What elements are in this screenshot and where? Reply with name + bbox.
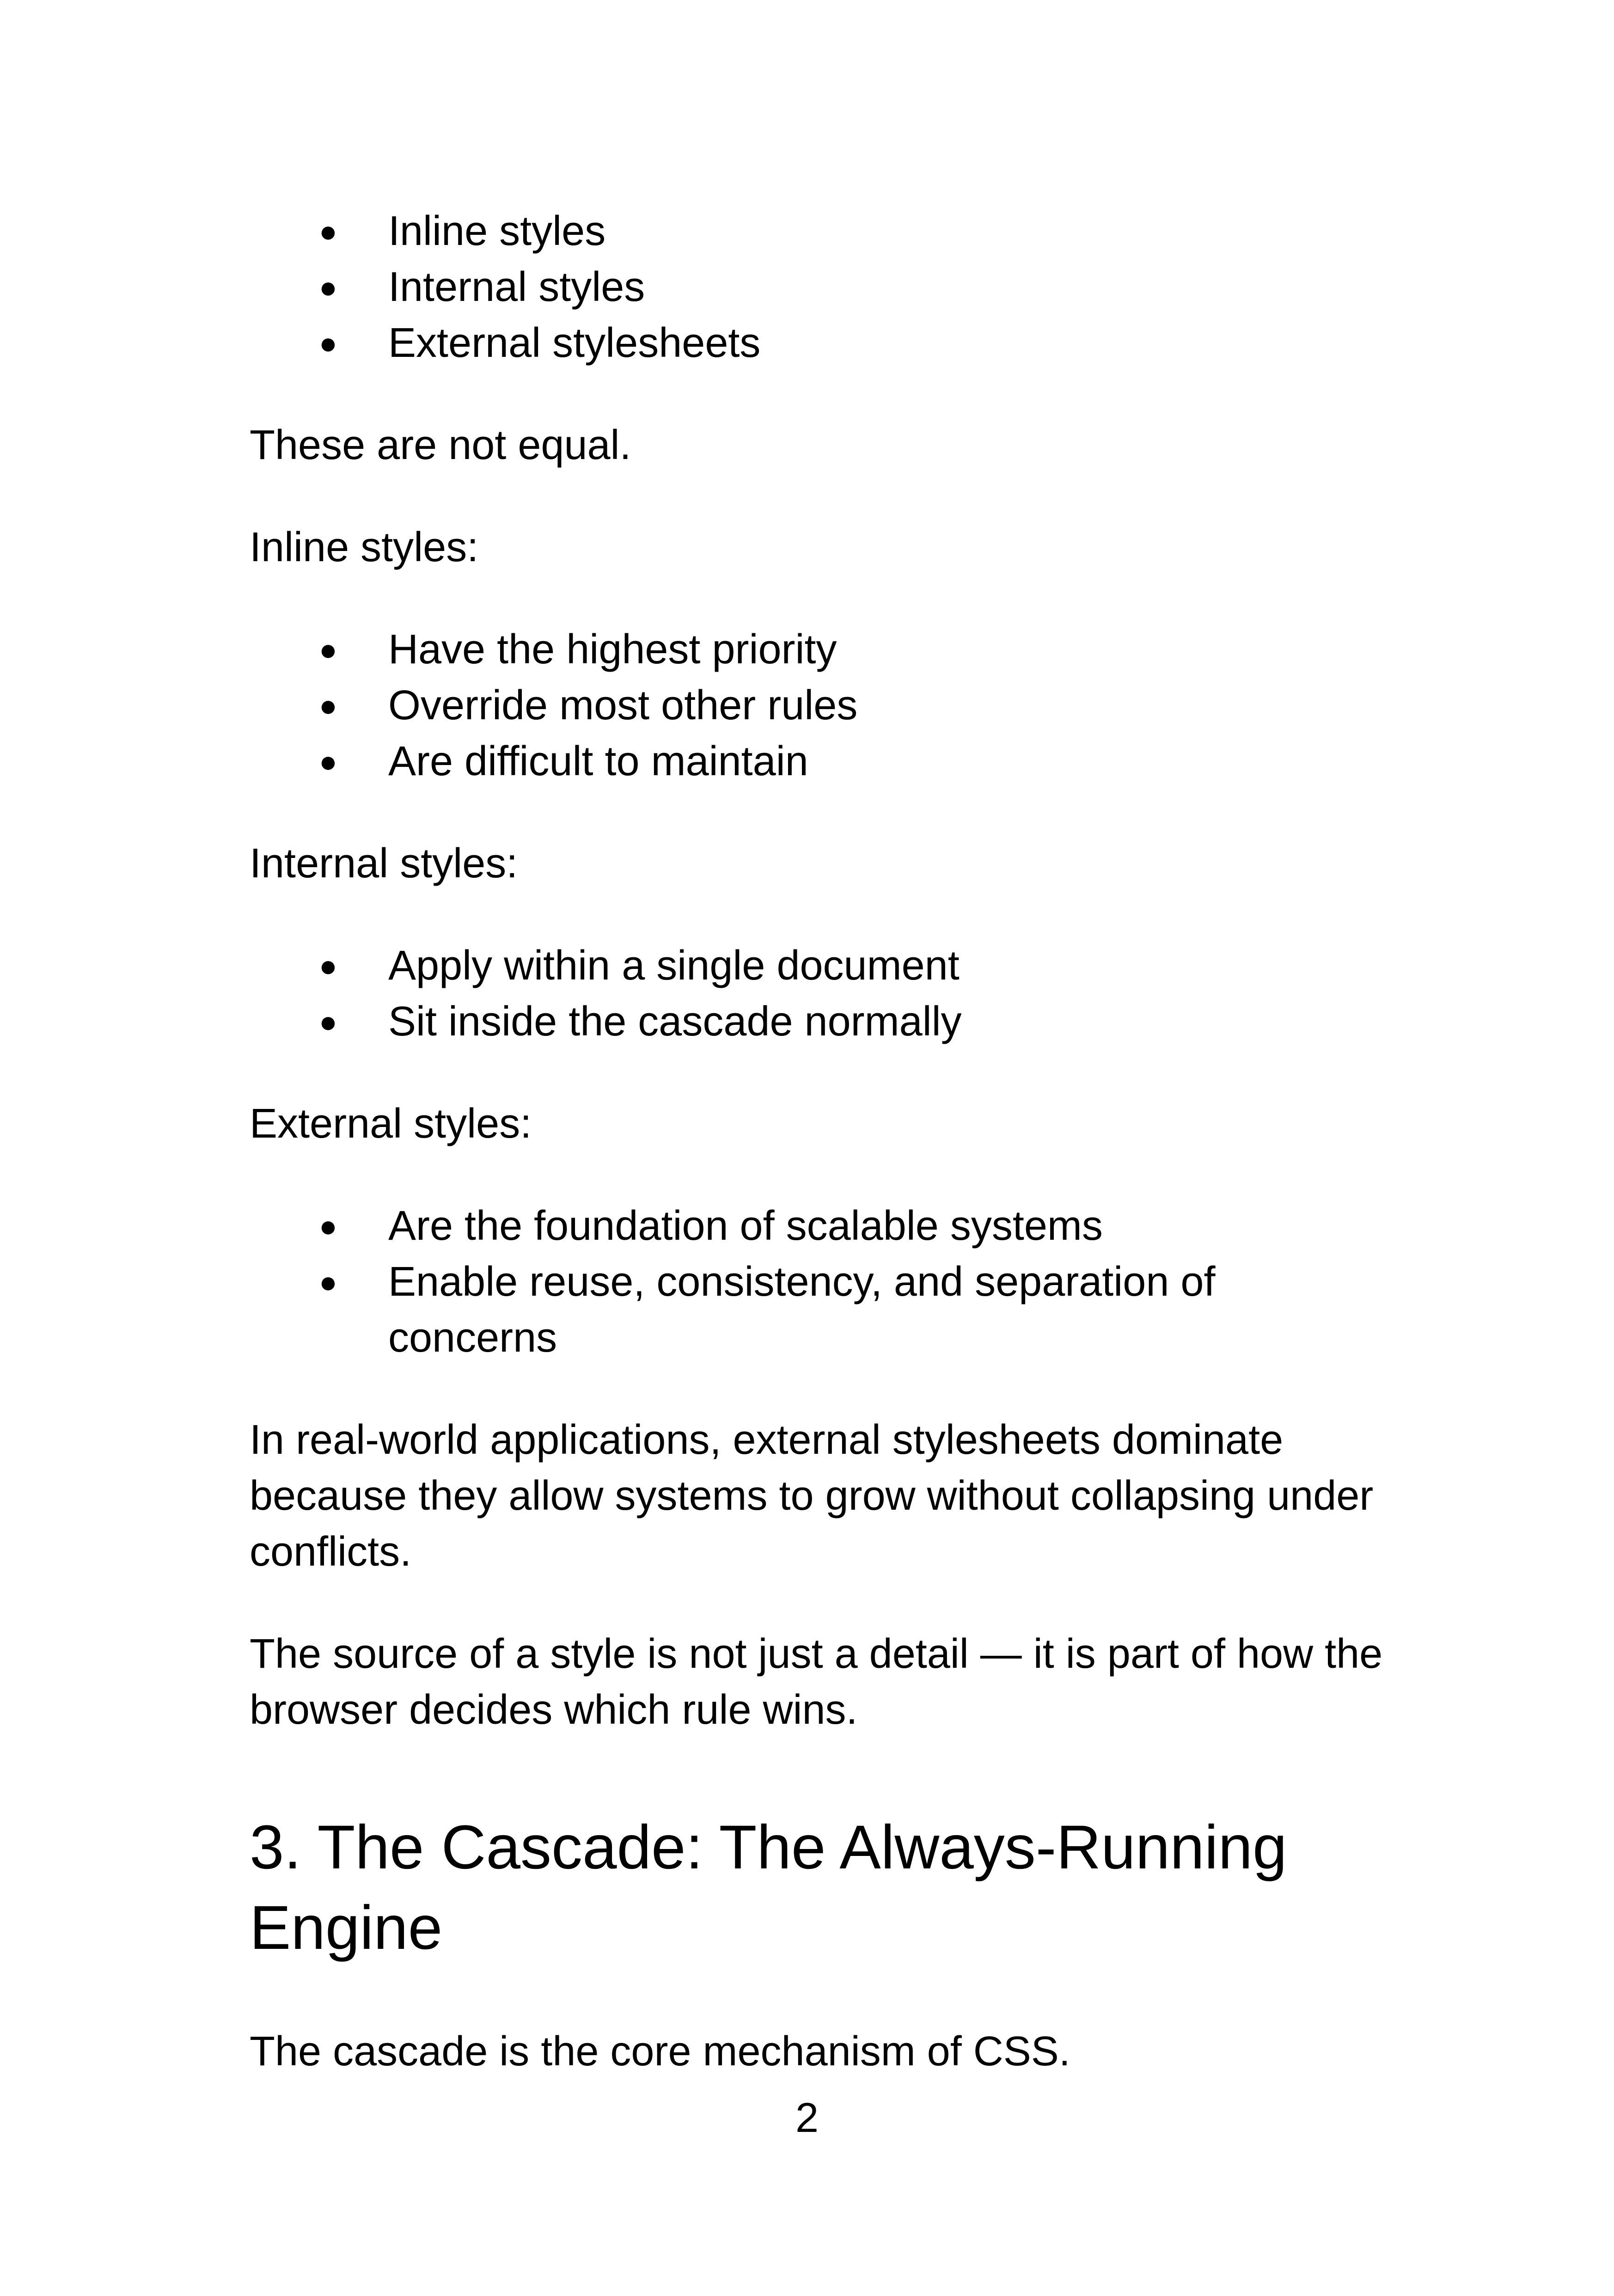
external-styles-list [250, 1198, 1507, 1366]
paragraph-style-source: The source of a style is not just a detail — it is part of how the browser decides which rule wins. [250, 1631, 1383, 1733]
paragraph-real-world: In real-world applications, external stylesheets dominate because they allow systems to grow without collapsing under conflicts. [250, 1417, 1374, 1575]
list-item: ● Are difficult to maintain [388, 734, 1433, 790]
list-item: ● Inline styles [388, 203, 1433, 259]
list-item: ● External stylesheets [388, 315, 1433, 371]
page-number: 2 [795, 2095, 819, 2141]
paragraph-not-equal: These are not equal. [250, 422, 631, 468]
external-styles-label: External styles: [250, 1101, 532, 1147]
paragraph-cascade-core: The cascade is the core mechanism of CSS. [250, 2028, 1070, 2075]
list-item: ● Are the foundation of scalable systems [388, 1198, 1507, 1254]
bullet-icon: ● [319, 1209, 337, 1243]
bullet-icon: ● [319, 1004, 337, 1039]
bullet-icon: ● [319, 744, 337, 778]
list-item: ● Override most other rules [388, 678, 1433, 734]
bullet-icon: ● [319, 949, 337, 983]
list-item: ● Internal styles [388, 259, 1433, 315]
bullet-icon: ● [319, 214, 337, 248]
bullet-icon: ● [319, 270, 337, 304]
list-item: ● Enable reuse, consistency, and separation of concerns [388, 1254, 1266, 1366]
inline-styles-list [250, 622, 1433, 790]
inline-styles-label: Inline styles: [250, 524, 479, 570]
internal-styles-list [250, 938, 1433, 1050]
bullet-icon: ● [319, 326, 337, 360]
list-item: ● Have the highest priority [388, 622, 1433, 678]
internal-styles-label: Internal styles: [250, 840, 518, 887]
section-heading: 3. The Cascade: The Always-Running Engine [250, 1813, 1287, 1962]
page-content [250, 203, 1433, 2080]
list-item: ● Apply within a single document [388, 938, 1433, 994]
bullet-icon: ● [319, 688, 337, 722]
bullet-icon: ● [319, 632, 337, 667]
style-sources-list [250, 203, 1433, 371]
list-item: ● Sit inside the cascade normally [388, 994, 1433, 1050]
bullet-icon: ● [319, 1265, 337, 1299]
